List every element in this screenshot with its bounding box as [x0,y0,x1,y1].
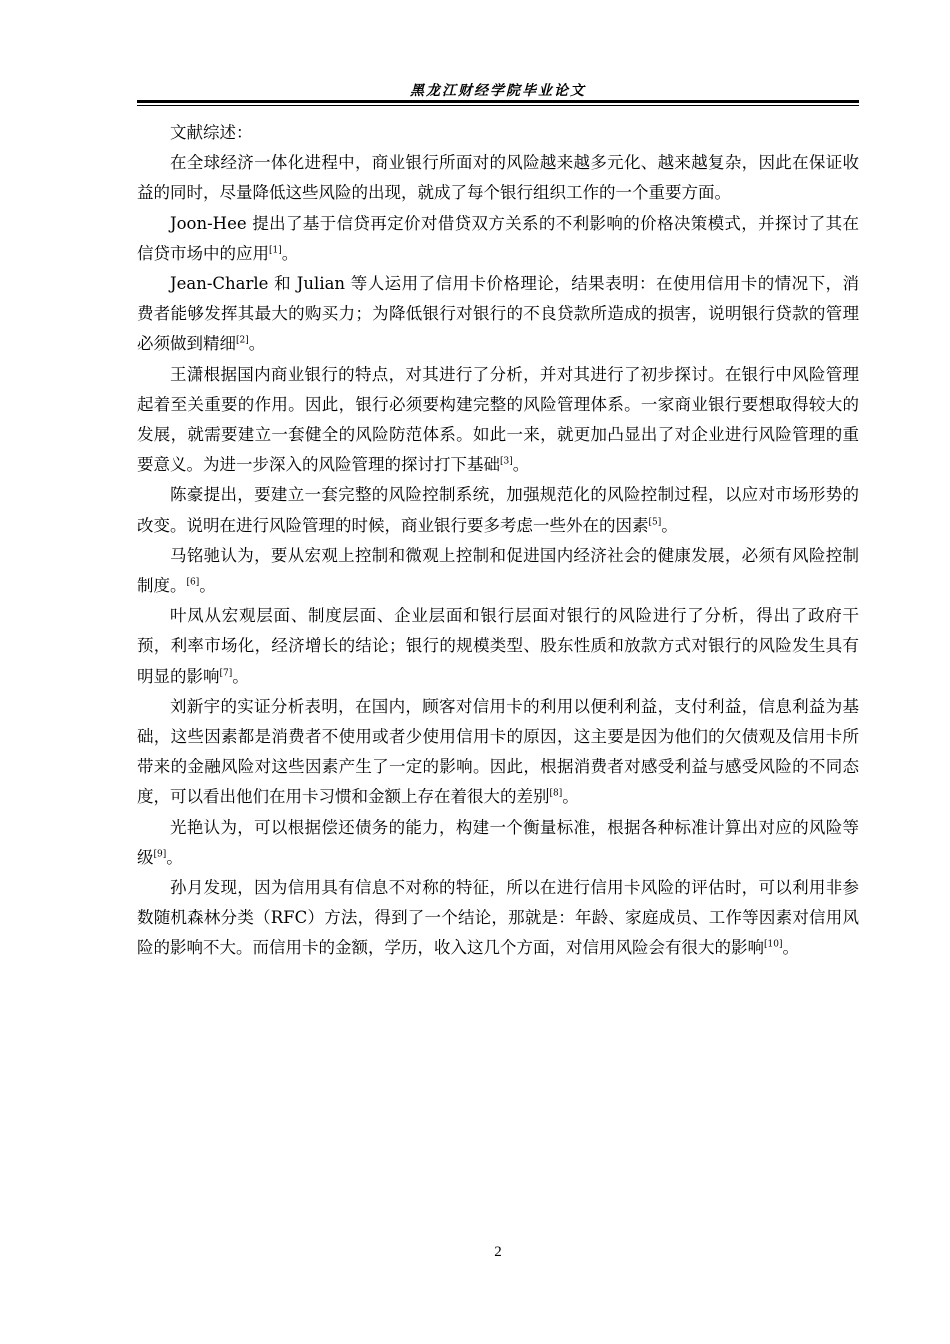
document-header: 黑龙江财经学院毕业论文 [410,83,586,99]
header-rule-thick [137,100,859,103]
paragraph-4: 王潇根据国内商业银行的特点，对其进行了分析，并对其进行了初步探讨。在银行中风险管理起着至关重要的作用。因此，银行必须要构建完整的风险管理体系。一家商业银行要想取得较大的发展，就需要建立一套健全的风险防范体系。如此一来，就更加凸显出了对企业进行风险管理的重要意义。为进一步深入的风险管理的探讨打下基础[3]。 [137,364,859,475]
paragraph-5: 陈豪提出，要建立一套完整的风险控制系统，加强规范化的风险控制过程，以应对市场形势的改变。说明在进行风险管理的时候，商业银行要多考虑一些外在的因素[5]。 [137,485,859,535]
citation: [3] [500,456,513,467]
paragraph-7: 叶凤从宏观层面、制度层面、企业层面和银行层面对银行的风险进行了分析，得出了政府干预，利率市场化，经济增长的结论；银行的规模类型、股东性质和放款方式对银行的风险发生具有明显的影响[7]。 [137,606,859,686]
paragraph-8: 刘新宇的实证分析表明，在国内，顾客对信用卡的利用以便利利益，支付利益，信息利益为基础，这些因素都是消费者不使用或者少使用信用卡的原因，这主要是因为他们的欠债观及信用卡所带来的金融风险对这些因素产生了一定的影响。因此，根据消费者对感受利益与感受风险的不同态度，可以看出他们在用卡习惯和金额上存在着很大的差别[8]。 [137,696,859,807]
paragraph-6: 马铭驰认为，要从宏观上控制和微观上控制和促进国内经济社会的健康发展，必须有风险控制制度。[6]。 [137,545,859,596]
paragraph-1: 在全球经济一体化进程中，商业银行所面对的风险越来越多元化、越来越复杂，因此在保证收益的同时，尽量降低这些风险的出现，就成了每个银行组织工作的一个重要方面。 [137,153,859,203]
citation: [1] [269,245,282,256]
paragraph-9: 光艳认为，可以根据偿还债务的能力，构建一个衡量标准，根据各种标准计算出对应的风险等级[9]。 [137,817,859,867]
citation: [7] [219,668,233,679]
paragraph-3: Jean-Charle 和 Julian 等人运用了信用卡价格理论，结果表明：在使用信用卡的情况下，消费者能够发挥其最大的购买力；为降低银行对银行的不良贷款所造成的损害，说明银行贷款的管理必须做到精细[2]。 [137,274,859,354]
section-heading: 文献综述： [170,123,253,142]
header-rule-thin [137,105,859,106]
citation: [6] [186,577,200,588]
main-content [137,118,859,964]
citation: [10] [764,939,783,950]
page-number: 2 [494,1244,502,1260]
citation: [9] [153,849,167,860]
paragraph-2: Joon-Hee 提出了基于信贷再定价对借贷双方关系的不利影响的价格决策模式，并探讨了其在信贷市场中的应用[1]。 [137,213,859,263]
citation: [2] [236,335,249,346]
paragraph-10: 孙月发现，因为信用具有信息不对称的特征，所以在进行信用卡风险的评估时，可以利用非参数随机森林分类（RFC）方法，得到了一个结论，那就是：年龄、家庭成员、工作等因素对信用风险的影响不大。而信用卡的金额，学历，收入这几个方面，对信用风险会有很大的影响[10]。 [137,878,859,958]
citation: [8] [549,788,563,799]
citation: [5] [648,517,662,528]
